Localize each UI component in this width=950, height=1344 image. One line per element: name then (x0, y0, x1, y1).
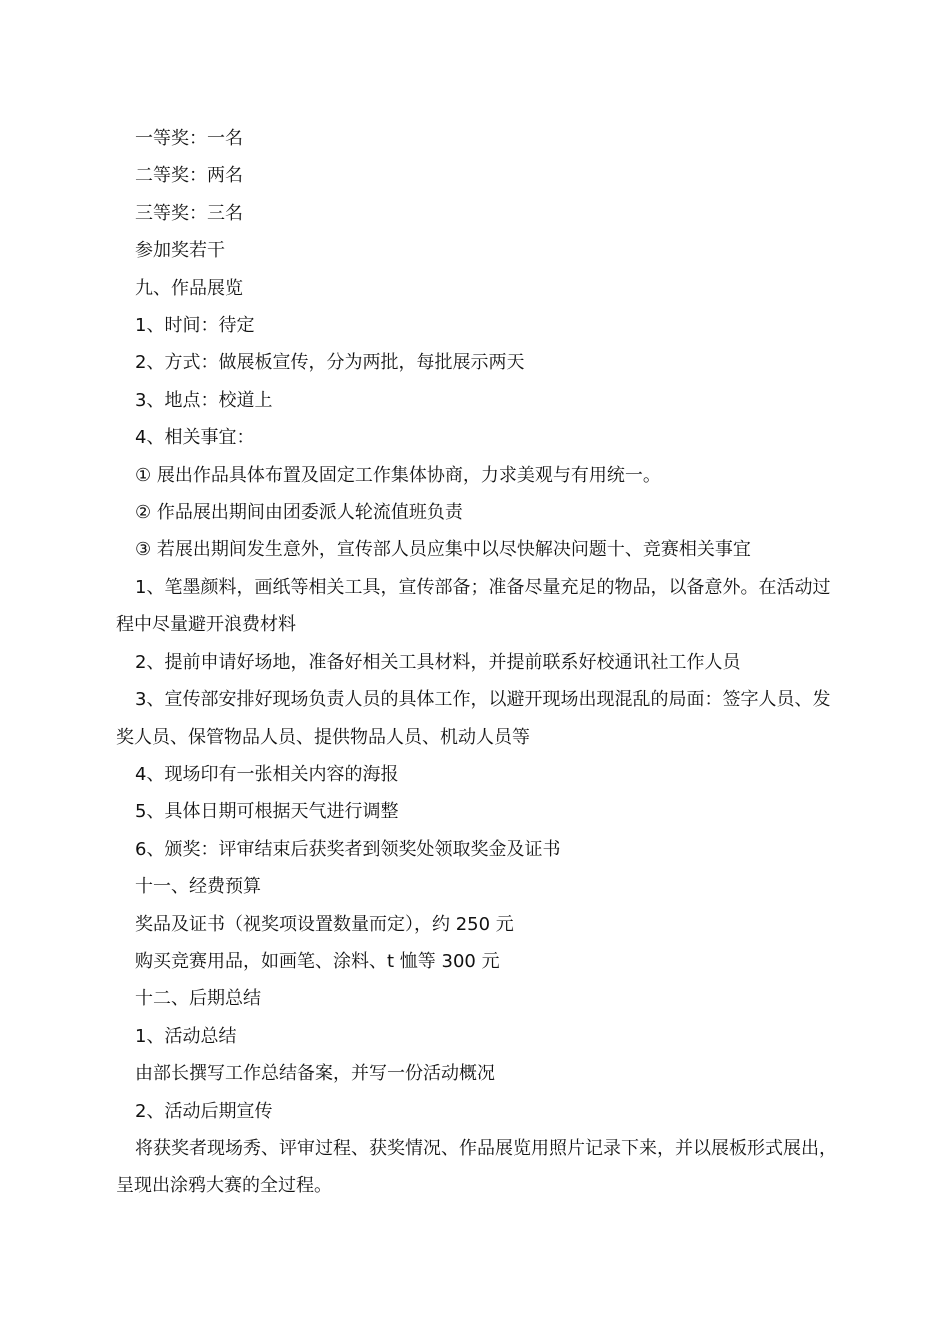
prize-first: 一等奖：一名 (135, 128, 243, 149)
section-heading-summary: 十二、后期总结 (135, 988, 261, 1010)
competition-item-1: 1、笔墨颜料，画纸等相关工具，宣传部备；准备尽量充足的物品，以备意外。在活动过程中尽量避开浪费材料 (116, 576, 831, 636)
prize-participation: 参加奖若干 (135, 240, 225, 262)
summary-item-2-detail: 将获奖者现场秀、评审过程、获奖情况、作品展览用照片记录下来，并以展板形式展出，呈现出涂鸦大赛的全过程。 (116, 1137, 837, 1197)
exhibition-location: 3、地点：校道上 (135, 389, 273, 411)
summary-item-1: 1、活动总结 (135, 1025, 237, 1047)
competition-item-2: 2、提前申请好场地，准备好相关工具材料，并提前联系好校通讯社工作人员 (135, 651, 741, 673)
budget-prizes: 奖品及证书（视奖项设置数量而定），约 250 元 (135, 913, 514, 935)
competition-item-4: 4、现场印有一张相关内容的海报 (135, 763, 399, 785)
section-heading-exhibition: 九、作品展览 (135, 277, 243, 299)
prize-second: 二等奖：两名 (135, 165, 243, 187)
budget-supplies: 购买竞赛用品，如画笔、涂料、t 恤等 300 元 (135, 950, 500, 972)
exhibition-method: 2、方式：做展板宣传，分为两批，每批展示两天 (135, 352, 525, 374)
competition-item-6: 6、颁奖：评审结束后获奖者到领奖处领取奖金及证书 (135, 838, 561, 860)
summary-item-2: 2、活动后期宣传 (135, 1100, 273, 1122)
matter-item-1: ① 展出作品具体布置及固定工作集体协商，力求美观与有用统一。 (135, 464, 661, 486)
document-body (116, 120, 848, 1205)
matter-item-2: ② 作品展出期间由团委派人轮流值班负责 (135, 502, 463, 524)
exhibition-matters: 4、相关事宜： (135, 427, 255, 449)
section-heading-budget: 十一、经费预算 (135, 876, 261, 898)
competition-item-5: 5、具体日期可根据天气进行调整 (135, 801, 399, 823)
prize-third: 三等奖：三名 (135, 202, 243, 224)
competition-item-3: 3、宣传部安排好现场负责人员的具体工作，以避开现场出现混乱的局面：签字人员、发奖人员、保管物品人员、提供物品人员、机动人员等 (116, 689, 831, 748)
matter-item-3: ③ 若展出期间发生意外，宣传部人员应集中以尽快解决问题十、竞赛相关事宜 (135, 539, 751, 561)
summary-item-1-detail: 由部长撰写工作总结备案，并写一份活动概况 (135, 1063, 495, 1085)
exhibition-time: 1、时间：待定 (135, 315, 255, 337)
